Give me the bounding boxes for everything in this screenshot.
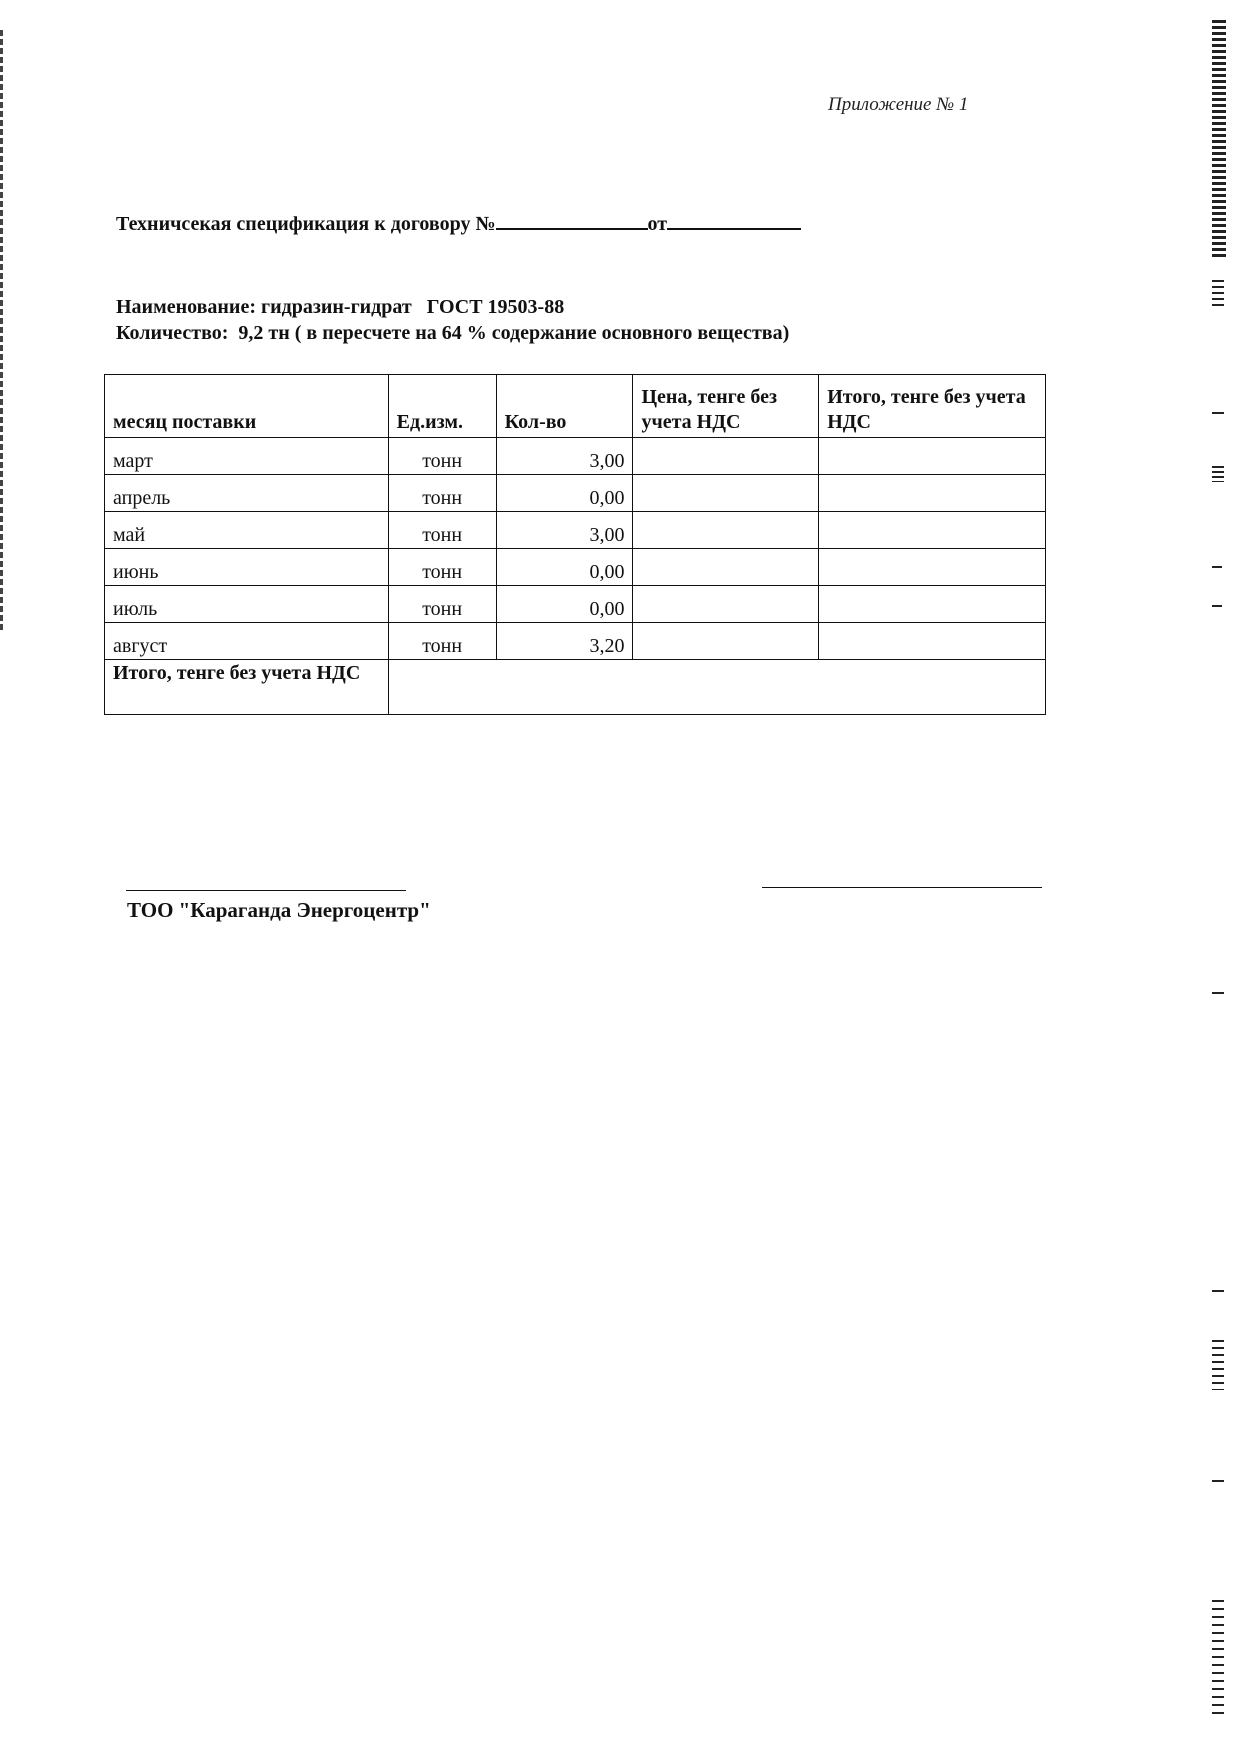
signature-line-left [126, 890, 406, 891]
table-row [105, 475, 1046, 512]
total-label: Итого, тенге без учета НДС [105, 660, 389, 715]
unit-cell: тонн [388, 623, 496, 660]
header-price: Цена, тенге без учета НДС [633, 375, 819, 438]
unit-cell: тонн [388, 438, 496, 475]
unit-cell: тонн [388, 475, 496, 512]
company-name: ТОО "Караганда Энергоцентр" [127, 898, 431, 922]
appendix-label: Приложение № 1 [828, 94, 969, 115]
title-text: Техничсекая спецификация к договору № [116, 213, 496, 235]
table-row [105, 512, 1046, 549]
qty-cell: 0,00 [496, 586, 633, 623]
qty-cell: 3,00 [496, 512, 633, 549]
unit-cell: тонн [388, 512, 496, 549]
price-cell [633, 549, 819, 586]
price-cell [633, 586, 819, 623]
table-row [105, 549, 1046, 586]
qty-cell: 0,00 [496, 475, 633, 512]
month-cell: август [105, 623, 389, 660]
price-cell [633, 438, 819, 475]
total-cell [819, 475, 1046, 512]
total-value-cell [388, 660, 1045, 715]
price-cell [633, 475, 819, 512]
table-header-row [105, 375, 1046, 438]
header-qty: Кол-во [496, 375, 633, 438]
unit-cell: тонн [388, 549, 496, 586]
qty-cell: 3,20 [496, 623, 633, 660]
total-cell [819, 438, 1046, 475]
specification-table [104, 374, 1046, 715]
header-total: Итого, тенге без учета НДС [819, 375, 1046, 438]
document-title [116, 210, 801, 236]
month-cell: март [105, 438, 389, 475]
unit-cell: тонн [388, 586, 496, 623]
month-cell: июль [105, 586, 389, 623]
month-cell: июнь [105, 549, 389, 586]
table-row [105, 586, 1046, 623]
product-info [116, 294, 789, 346]
table-total-row [105, 660, 1046, 715]
header-month: месяц поставки [105, 375, 389, 438]
month-cell: апрель [105, 475, 389, 512]
table-row [105, 623, 1046, 660]
scan-edge-marks-left [0, 30, 9, 630]
total-cell [819, 623, 1046, 660]
total-cell [819, 549, 1046, 586]
signature-line-right [762, 887, 1042, 888]
qty-cell: 0,00 [496, 549, 633, 586]
scan-edge-marks-right [1198, 0, 1240, 1754]
table-row [105, 438, 1046, 475]
price-cell [633, 623, 819, 660]
month-cell: май [105, 512, 389, 549]
total-cell [819, 586, 1046, 623]
title-from: от [647, 213, 668, 235]
product-quantity: Количество: 9,2 тн ( в пересчете на 64 % содержание основного вещества) [116, 322, 790, 344]
qty-cell: 3,00 [496, 438, 633, 475]
contract-date-blank [667, 210, 801, 230]
price-cell [633, 512, 819, 549]
header-unit: Ед.изм. [388, 375, 496, 438]
product-name: Наименование: гидразин-гидрат ГОСТ 19503-88 [116, 296, 565, 318]
total-cell [819, 512, 1046, 549]
contract-number-blank [496, 210, 648, 230]
